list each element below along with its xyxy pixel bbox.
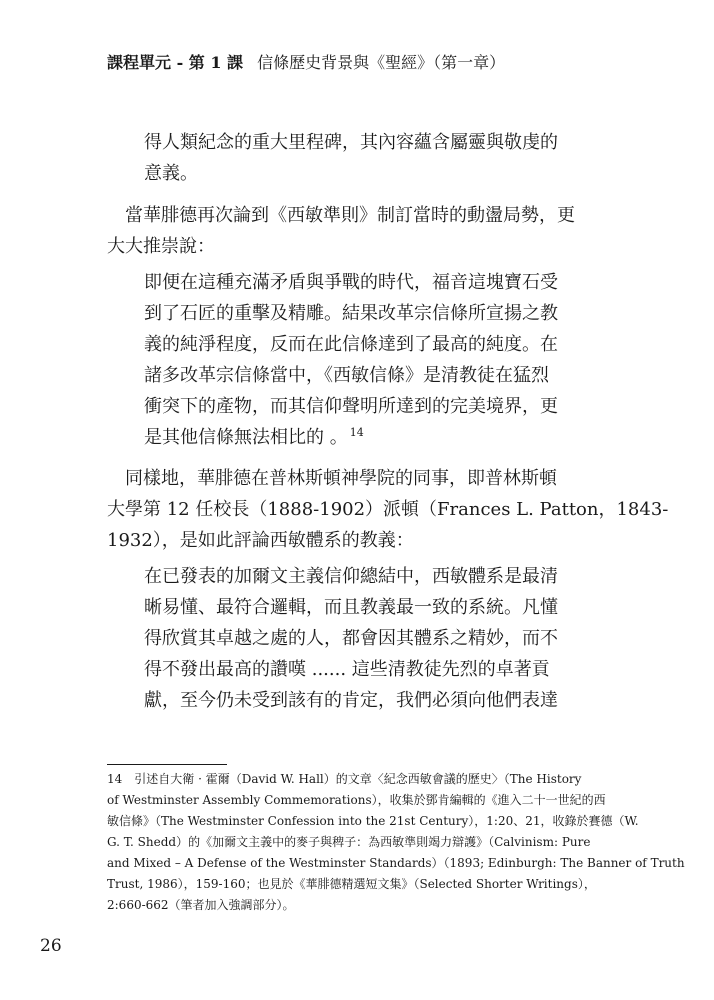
text-line: 大大推崇說： [107,236,215,257]
footnote-reference: 14 [349,426,364,439]
text-line: 得不發出最高的讚嘆 ...... 這些清教徒先烈的卓著貢 [144,659,550,680]
text-line: 得欣賞其卓越之處的人，都會因其體系之精妙，而不 [144,628,558,649]
text-line [144,423,364,449]
text-line: 當華腓德再次論到《西敏準則》制訂當時的動盪局勢，更 [107,205,575,226]
footnote-divider [107,764,227,765]
text-line: 同樣地，華腓德在普林斯頓神學院的同事，即普林斯頓 [107,468,557,489]
footnote-line: of Westminster Assembly Commemorations），收集於鄧肯編輯的《進入二十一世紀的西 [107,793,606,807]
text-line: 在已發表的加爾文主義信仰總結中，西敏體系是最清 [144,566,558,587]
text-line: 獻，至今仍未受到該有的肯定，我們必須向他們表達 [144,690,558,711]
header-topic: 信條歷史背景與《聖經》（第一章） [257,53,506,72]
page-number: 26 [40,936,62,956]
text-line: 諸多改革宗信條當中，《西敏信條》是清教徒在猛烈 [144,365,549,386]
text-line: 晰易懂、最符合邏輯，而且教義最一致的系統。凡懂 [144,597,558,618]
footnote-line: 2:660-662（筆者加入強調部分）。 [107,898,295,912]
header-unit: 課程單元 - 第 1 課 [107,53,244,72]
text-line: 即便在這種充滿矛盾與爭戰的時代，福音這塊寶石受 [144,272,558,293]
footnote [107,769,685,916]
footnote-line: Trust, 1986），159-160；也見於《華腓德精選短文集》（Selected Shorter Writings）， [107,877,596,891]
text-line: 義的純淨程度，反而在此信條達到了最高的純度。在 [144,334,558,355]
text-line: 衝突下的產物，而其信仰聲明所達到的完美境界，更 [144,396,558,417]
footnote-line: 敏信條》（The Westminster Confession into the 21st Century），1:20、21，收錄於賽德（W. [107,814,639,828]
text-line: 得人類紀念的重大里程碑，其內容蘊含屬靈與敬虔的 [144,132,558,153]
running-header [107,50,667,73]
text-line: 1932），是如此評論西敏體系的教義： [107,530,414,551]
text-line: 大學第 12 任校長（1888-1902）派頓（Frances L. Patton，1843- [107,499,669,520]
text-line-content: 是其他信條無法相比的 。 [144,427,348,448]
footnote-line: G. T. Shedd）的《加爾文主義中的麥子與稗子：為西敏準則竭力辯護》（Calvinism: Pure [107,835,591,849]
text-line: 意義。 [144,163,198,184]
text-line: 到了石匠的重擊及精雕。結果改革宗信條所宣揚之教 [144,303,558,324]
footnote-line: and Mixed – A Defense of the Westminster Standards）（1893; Edinburgh: The Banner of Truth [107,856,685,870]
footnote-line: 14 引述自大衛 · 霍爾（David W. Hall）的文章〈紀念西敏會議的歷史〉（The History [107,772,582,786]
